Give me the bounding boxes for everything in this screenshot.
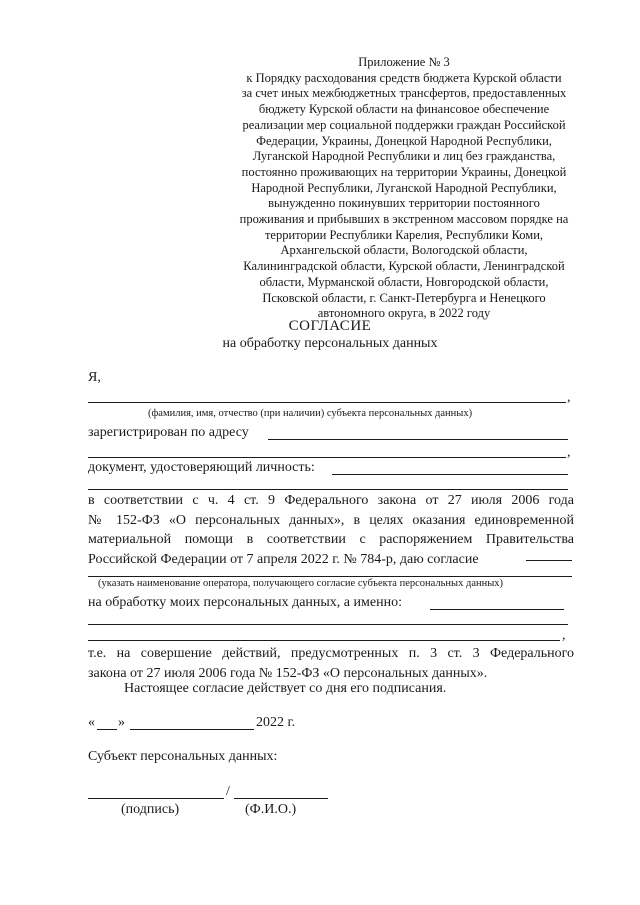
full-name-field[interactable] xyxy=(88,402,566,403)
appendix-line: Федерации, Украины, Донецкой Народной Республики, xyxy=(256,133,552,148)
date-close-quote: » xyxy=(118,715,125,730)
document-label: документ, удостоверяющий личность: xyxy=(88,460,315,475)
paragraph-line: т.е. на совершение действий, предусмотренных п. 3 ст. 3 Федерального xyxy=(88,646,574,661)
appendix-line: за счет иных межбюджетных трансфертов, предоставленных xyxy=(241,86,567,101)
appendix-line: области, Мурманской области, Новгородской области, xyxy=(259,274,549,289)
consent-paragraph xyxy=(88,491,574,569)
paragraph-line: Российской Федерации от 7 апреля 2022 г. № 784-р, даю согласие xyxy=(88,551,479,567)
comma: , xyxy=(567,390,571,405)
address-field-continued[interactable] xyxy=(88,457,566,458)
appendix-line: Луганской Народной Республики и лиц без гражданства, xyxy=(252,149,556,164)
name-hint: (фамилия, имя, отчество (при наличии) субъекта персональных данных) xyxy=(148,408,473,419)
paragraph-line: закона от 27 июля 2006 года № 152-ФЗ «О персональных данных». xyxy=(88,665,488,681)
appendix-line: постоянно проживающих на территории Украины, Донецкой xyxy=(241,164,567,179)
processing-label: на обработку моих персональных данных, а именно: xyxy=(88,595,402,610)
appendix-line: к Порядку расходования средств бюджета Курской области xyxy=(246,70,562,85)
document-title: СОГЛАСИЕ xyxy=(288,318,372,334)
processing-field-continued[interactable] xyxy=(88,640,560,641)
appendix-line: реализации мер социальной поддержки граждан Российской xyxy=(242,117,566,132)
document-field-continued[interactable] xyxy=(88,489,568,490)
date-year: 2022 г. xyxy=(256,715,296,730)
appendix-line: Архангельской области, Вологодской области, xyxy=(280,243,528,258)
processing-field[interactable] xyxy=(430,609,564,610)
signature-field[interactable] xyxy=(88,798,224,799)
fio-field[interactable] xyxy=(234,798,328,799)
month-field[interactable] xyxy=(130,729,254,730)
signature-label: (подпись) xyxy=(121,802,180,817)
appendix-line: проживания и прибывших в экстренном массовом порядке на xyxy=(239,212,569,227)
date-open-quote: « xyxy=(88,715,95,730)
document-subtitle: на обработку персональных данных xyxy=(222,336,438,351)
appendix-line: бюджету Курской области на финансовое обеспечение xyxy=(258,102,550,117)
appendix-line: вынужденно покинувших территории постоянного xyxy=(268,196,540,211)
slash: / xyxy=(226,784,230,799)
ya-label: Я, xyxy=(88,370,101,385)
operator-field-continued[interactable] xyxy=(88,576,572,577)
appendix-block xyxy=(228,55,580,322)
appendix-line: автономного округа, в 2022 году xyxy=(317,306,491,321)
appendix-line: Псковской области, г. Санкт-Петербурга и Ненецкого xyxy=(262,290,546,305)
actions-paragraph xyxy=(88,644,574,683)
operator-field[interactable] xyxy=(526,560,572,561)
appendix-number: Приложение № 3 xyxy=(358,55,450,69)
processing-field-continued[interactable] xyxy=(88,624,568,625)
valid-text: Настоящее согласие действует со дня его подписания. xyxy=(124,681,447,696)
paragraph-line: в соответствии с ч. 4 ст. 9 Федерального закона от 27 июля 2006 года xyxy=(88,493,574,508)
subject-label: Субъект персональных данных: xyxy=(88,749,278,764)
document-field[interactable] xyxy=(332,474,568,475)
fio-label: (Ф.И.О.) xyxy=(245,802,297,817)
address-label: зарегистрирован по адресу xyxy=(88,425,249,440)
operator-hint: (указать наименование оператора, получающего согласие субъекта персональных данных) xyxy=(98,578,504,589)
address-field[interactable] xyxy=(268,439,568,440)
day-field[interactable] xyxy=(97,729,117,730)
paragraph-line: № 152-ФЗ «О персональных данных», в целях оказания единовременной xyxy=(88,512,574,528)
paragraph-line: материальной помощи в соответствии с распоряжением Правительства xyxy=(88,532,574,547)
appendix-line: Народной Республики, Луганской Народной Республики, xyxy=(251,180,557,195)
comma: , xyxy=(567,445,571,460)
appendix-line: территории Республики Карелия, Республики Коми, xyxy=(264,227,544,242)
comma: , xyxy=(562,628,566,643)
appendix-line: Калининградской области, Курской области, Ленинградской xyxy=(243,259,565,274)
